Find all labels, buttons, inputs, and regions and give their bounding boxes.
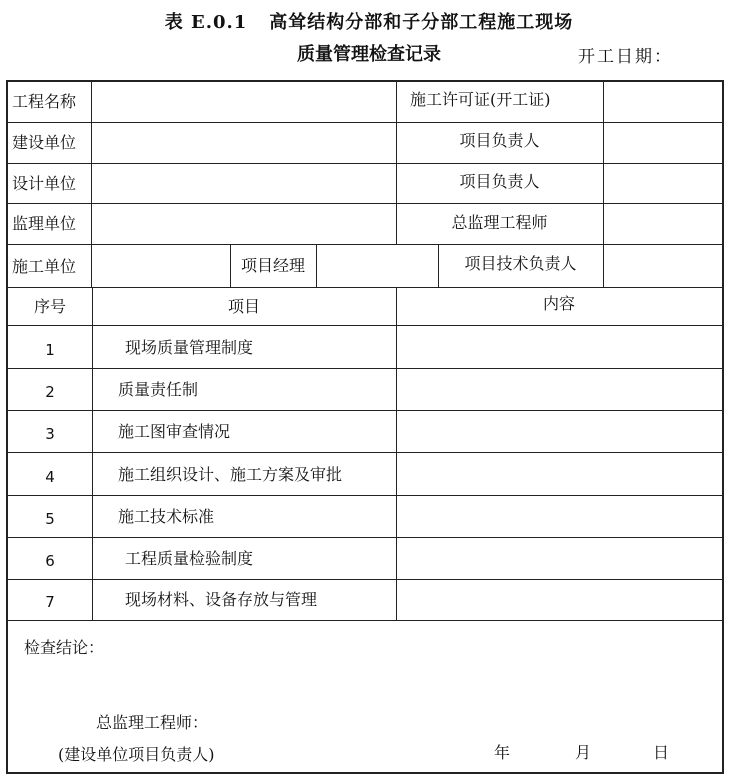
row-divider	[8, 368, 722, 369]
row-item: 现场材料、设备存放与管理	[125, 590, 318, 609]
owner-signature-label: (建设单位项目负责人)	[58, 745, 215, 764]
day-label: 日	[653, 743, 670, 762]
label-tech-head: 项目技术负责人	[464, 254, 577, 273]
column-header-item: 项目	[227, 297, 260, 316]
col-divider	[91, 82, 92, 287]
row-item: 施工技术标准	[118, 507, 215, 526]
row-divider	[8, 452, 722, 453]
label-builder-head: 项目负责人	[459, 131, 540, 150]
column-header-content: 内容	[542, 294, 575, 313]
row-divider	[8, 325, 722, 326]
label-project-manager: 项目经理	[240, 256, 305, 275]
row-number: 5	[45, 510, 55, 528]
row-number: 4	[45, 468, 55, 486]
row-divider	[8, 410, 722, 411]
row-item: 施工组织设计、施工方案及审批	[118, 465, 343, 484]
month-label: 月	[575, 743, 592, 762]
conclusion-label: 检查结论：	[24, 638, 105, 657]
label-builder: 建设单位	[12, 133, 77, 152]
row-divider	[8, 579, 722, 580]
year-label: 年	[494, 743, 511, 762]
row-item: 现场质量管理制度	[125, 338, 254, 357]
row-number: 7	[45, 593, 55, 611]
title-text: 高耸结构分部和子分部工程施工现场	[269, 12, 574, 33]
document-title	[0, 8, 738, 34]
row-divider	[8, 287, 722, 288]
row-number: 3	[45, 425, 55, 443]
document-subtitle: 质量管理检查记录	[297, 44, 441, 65]
row-number: 1	[45, 341, 55, 359]
row-item: 质量责任制	[118, 380, 199, 399]
label-project-name: 工程名称	[12, 92, 77, 111]
col-divider	[396, 287, 397, 620]
row-divider	[8, 537, 722, 538]
row-item: 施工图审查情况	[118, 422, 231, 441]
row-divider	[8, 163, 722, 164]
label-contractor: 施工单位	[12, 257, 77, 276]
row-item: 工程质量检验制度	[125, 549, 254, 568]
row-divider	[8, 244, 722, 245]
start-date-label: 开工日期：	[578, 47, 673, 67]
label-chief-engineer: 总监理工程师	[451, 213, 548, 232]
row-number: 6	[45, 552, 55, 570]
row-divider	[8, 495, 722, 496]
row-divider	[8, 122, 722, 123]
inspection-form	[6, 80, 724, 774]
row-divider	[8, 620, 722, 621]
label-designer-head: 项目负责人	[459, 172, 540, 191]
column-header-no: 序号	[33, 297, 66, 316]
row-number: 2	[45, 383, 55, 401]
col-divider	[92, 287, 93, 620]
col-divider	[603, 82, 604, 287]
row-divider	[8, 203, 722, 204]
label-permit: 施工许可证(开工证)	[410, 90, 551, 109]
table-code: 表 E.0.1	[164, 12, 248, 33]
col-divider	[316, 244, 317, 287]
chief-engineer-signature-label: 总监理工程师：	[96, 713, 209, 732]
label-supervisor: 监理单位	[12, 214, 77, 233]
label-designer: 设计单位	[12, 174, 77, 193]
